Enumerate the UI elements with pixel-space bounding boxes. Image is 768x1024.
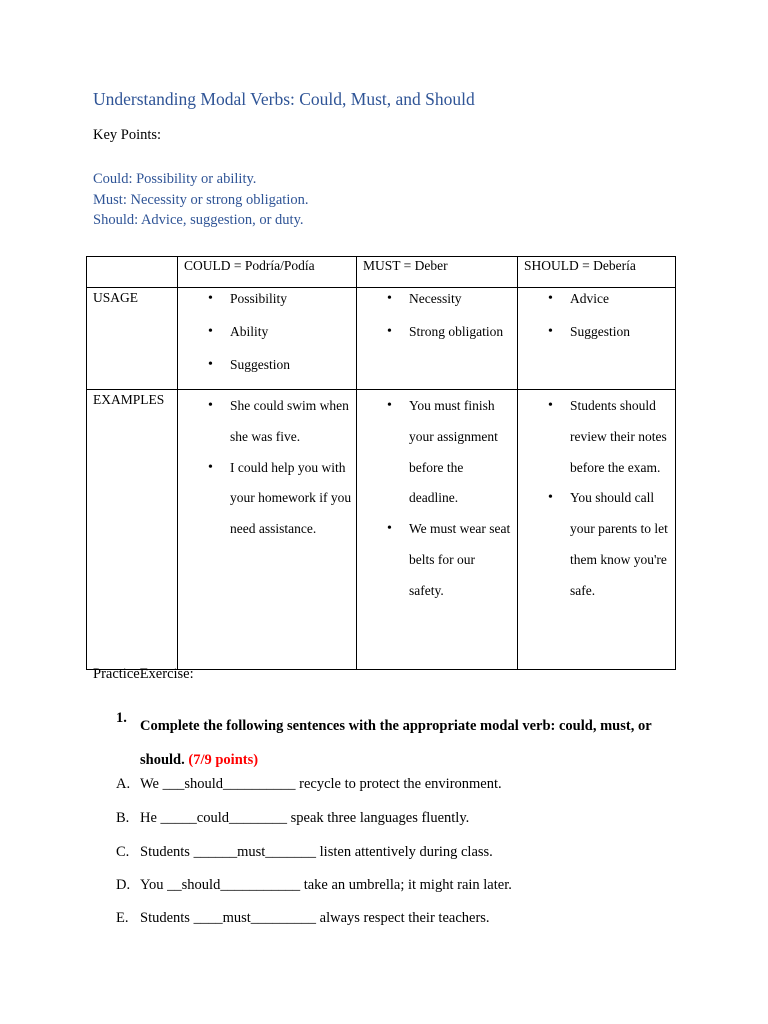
table-row-examples [87, 390, 676, 670]
list-item: • Students should review their notes before the exam. [518, 391, 675, 483]
modal-verbs-table [86, 256, 676, 670]
list-item: • We must wear seat belts for our safety. [357, 514, 517, 606]
list-item: • Possibility [178, 290, 356, 307]
key-points-list [93, 169, 308, 231]
key-point-must: Must: Necessity or strong obligation. [93, 191, 309, 208]
table-header-could: COULD = Podría/Podía [178, 257, 357, 288]
list-item: • You must finish your assignment before the deadline. [357, 391, 517, 514]
key-points-label: Key Points: [93, 127, 162, 143]
usage-label-cell [87, 288, 178, 390]
table-header-empty [87, 257, 178, 288]
list-item: • Necessity [357, 290, 517, 307]
examples-could-cell [178, 390, 357, 670]
table-header-must: MUST = Deber [357, 257, 518, 288]
list-item: • Advice [518, 290, 675, 307]
sentence-d [116, 877, 512, 894]
list-item: • She could swim when she was five. [178, 391, 356, 453]
sentence-letter: C. [116, 844, 130, 860]
question-text: Complete the following sentences with the appropriate modal verb: could, must, or should. [140, 718, 652, 768]
sentence-letter: A. [116, 776, 131, 792]
sentence-b [116, 810, 469, 827]
key-point-could: Could: Possibility or ability. [93, 171, 257, 187]
table-header-row [87, 257, 676, 288]
sentence-e [116, 910, 490, 927]
sentence-text: Students ______must_______ listen attentively during class. [140, 844, 493, 860]
sentence-letter: B. [116, 810, 130, 826]
practice-exercise-label: PracticeExercise: [93, 666, 194, 682]
examples-should-cell [518, 390, 676, 670]
examples-must-cell [357, 390, 518, 670]
question-number: 1. [116, 710, 127, 726]
list-item: • Strong obligation [357, 323, 517, 340]
usage-label: USAGE [93, 290, 139, 305]
examples-label-cell [87, 390, 178, 670]
list-item: • Suggestion [518, 323, 675, 340]
sentence-c [116, 844, 493, 861]
list-item: • You should call your parents to let them know you're safe. [518, 483, 675, 606]
usage-should-cell [518, 288, 676, 390]
table-header-should: SHOULD = Debería [518, 257, 676, 288]
question-points: (7/9 points) [188, 751, 259, 768]
sentence-letter: D. [116, 877, 131, 893]
sentence-letter: E. [116, 910, 129, 926]
table-row-usage [87, 288, 676, 390]
question-text-block [140, 710, 685, 777]
key-point-should: Should: Advice, suggestion, or duty. [93, 212, 304, 228]
examples-label: EXAMPLES [93, 392, 165, 407]
list-item: • I could help you with your homework if you need assistance. [178, 453, 356, 545]
sentence-text: You __should___________ take an umbrella; it might rain later. [140, 877, 512, 893]
list-item: • Suggestion [178, 356, 356, 373]
sentence-text: He _____could________ speak three languages fluently. [140, 810, 470, 826]
document-title: Understanding Modal Verbs: Could, Must, and Should [93, 89, 475, 109]
sentence-text: We ___should__________ recycle to protect the environment. [140, 776, 502, 792]
usage-must-cell [357, 288, 518, 390]
usage-could-cell [178, 288, 357, 390]
sentence-text: Students ____must_________ always respect their teachers. [140, 910, 490, 926]
list-item: • Ability [178, 323, 356, 340]
sentence-a [116, 776, 502, 793]
